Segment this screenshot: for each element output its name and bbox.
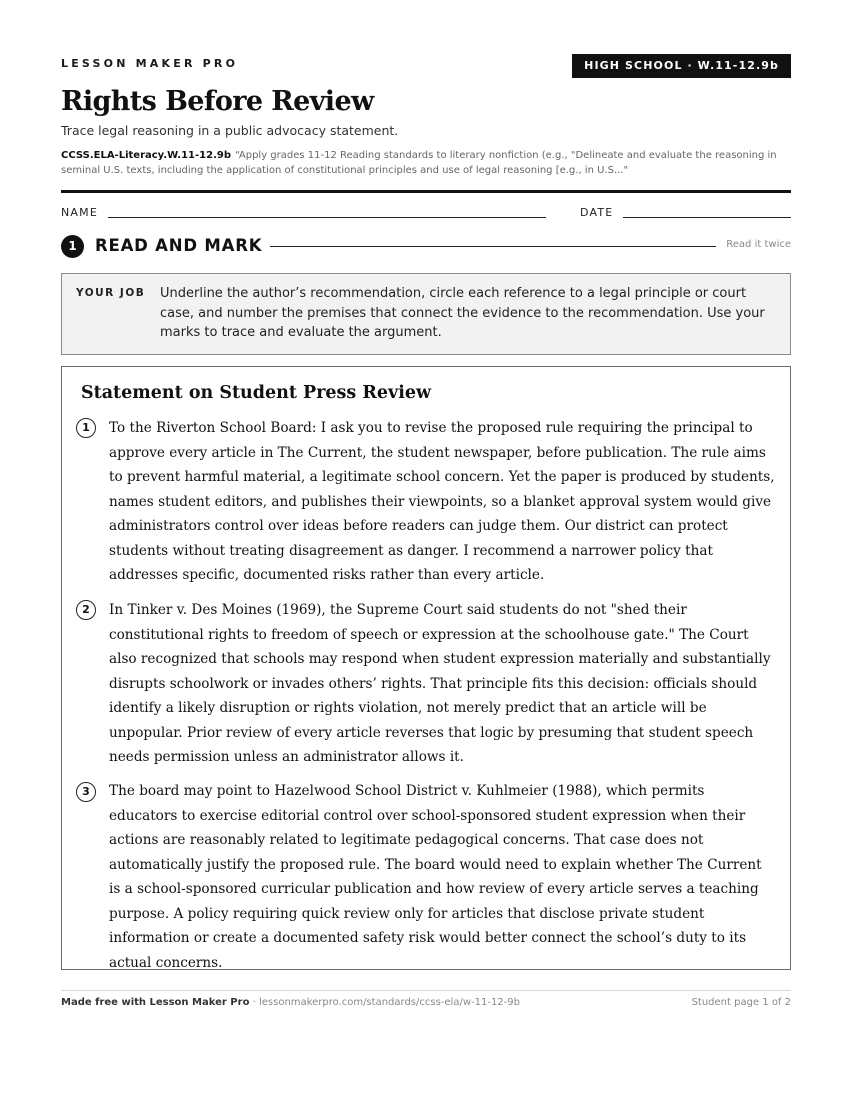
passage-paragraph: To the Riverton School Board: I ask you to revise the proposed rule requiring the principal to approve every article in The Current, the student newspaper, before publication. The rule aims to prevent harmful material, a legitimate school concern. Yet the paper is produced by students, names student editors, and publishes their viewpoints, so a blanket approval system would give administrators control over ideas before readers can judge them. Our district can protect students without treating disagreement as danger. I recommend a narrower policy that addresses specific, documented risks rather than every article. bbox=[109, 420, 775, 583]
your-job-label: YOUR JOB bbox=[76, 287, 146, 299]
section-number-badge: 1 bbox=[61, 235, 84, 258]
passage-paragraph: In Tinker v. Des Moines (1969), the Supreme Court said students do not "shed their constitutional rights to freedom of speech or expression at the schoolhouse gate." The Court also recognized that schools may respond when student expression materially and substantially disrupts schoolwork or invades others’ rights. That principle fits this decision: officials should identify a likely disruption or rights violation, not merely predict that an article will be unpopular. Prior review of every article reverses that logic by presuming that student speech needs permission unless an administrator allows it. bbox=[109, 602, 771, 765]
your-job-instructions: Underline the author’s recommendation, circle each reference to a legal principle or court case, and number the premises that connect the evidence to the recommendation. Use your marks to trace and evaluate the argument. bbox=[160, 286, 765, 340]
footer-divider bbox=[61, 990, 791, 991]
standard-reference bbox=[61, 148, 791, 178]
footer-credit bbox=[61, 997, 520, 1008]
standard-text: “Apply grades 11-12 Reading standards to literary nonfiction (e.g., "Delineate and evaluate the reasoning in seminal U.S. texts, including the application of constitutional principles and use of legal reasoning [e.g., in U.S..." bbox=[61, 150, 777, 176]
paragraph-number: 3 bbox=[76, 782, 96, 802]
your-job-box bbox=[61, 273, 791, 355]
date-field[interactable] bbox=[623, 217, 791, 218]
page-indicator: Student page 1 of 2 bbox=[691, 997, 791, 1008]
name-field[interactable] bbox=[108, 217, 546, 218]
footer-made-with: Made free with Lesson Maker Pro bbox=[61, 997, 250, 1008]
brand-name: LESSON MAKER PRO bbox=[61, 57, 239, 70]
name-label: NAME bbox=[61, 206, 98, 219]
name-date-row bbox=[61, 206, 791, 222]
paragraph-number: 2 bbox=[76, 600, 96, 620]
standard-code: CCSS.ELA-Literacy.W.11-12.9b bbox=[61, 150, 231, 161]
page-title: Rights Before Review bbox=[61, 86, 374, 117]
section-divider bbox=[270, 246, 716, 247]
reading-passage bbox=[61, 366, 791, 970]
paragraph-number: 1 bbox=[76, 418, 96, 438]
section-header bbox=[61, 235, 791, 257]
section-title: READ AND MARK bbox=[95, 236, 263, 255]
page-subtitle: Trace legal reasoning in a public advocacy statement. bbox=[61, 123, 399, 138]
section-note: Read it twice bbox=[726, 239, 791, 250]
footer-url[interactable]: · lessonmakerpro.com/standards/ccss-ela/w-11-12-9b bbox=[249, 997, 520, 1008]
grade-badge: HIGH SCHOOL · W.11-12.9b bbox=[572, 54, 791, 78]
passage-paragraph: The board may point to Hazelwood School District v. Kuhlmeier (1988), which permits educators to exercise editorial control over school-sponsored student expression when their actions are reasonably related to legitimate pedagogical concerns. That case does not automatically justify the proposed rule. The board would need to explain whether The Current is a school-sponsored curricular publication and how review of every article serves a teaching purpose. A policy requiring quick review only for articles that disclose private student information or create a documented safety risk would better connect the school’s duty to its actual concerns. bbox=[109, 783, 762, 971]
worksheet-page bbox=[61, 0, 791, 1100]
header-divider bbox=[61, 190, 791, 193]
passage-title: Statement on Student Press Review bbox=[81, 383, 432, 403]
date-label: DATE bbox=[580, 206, 614, 219]
